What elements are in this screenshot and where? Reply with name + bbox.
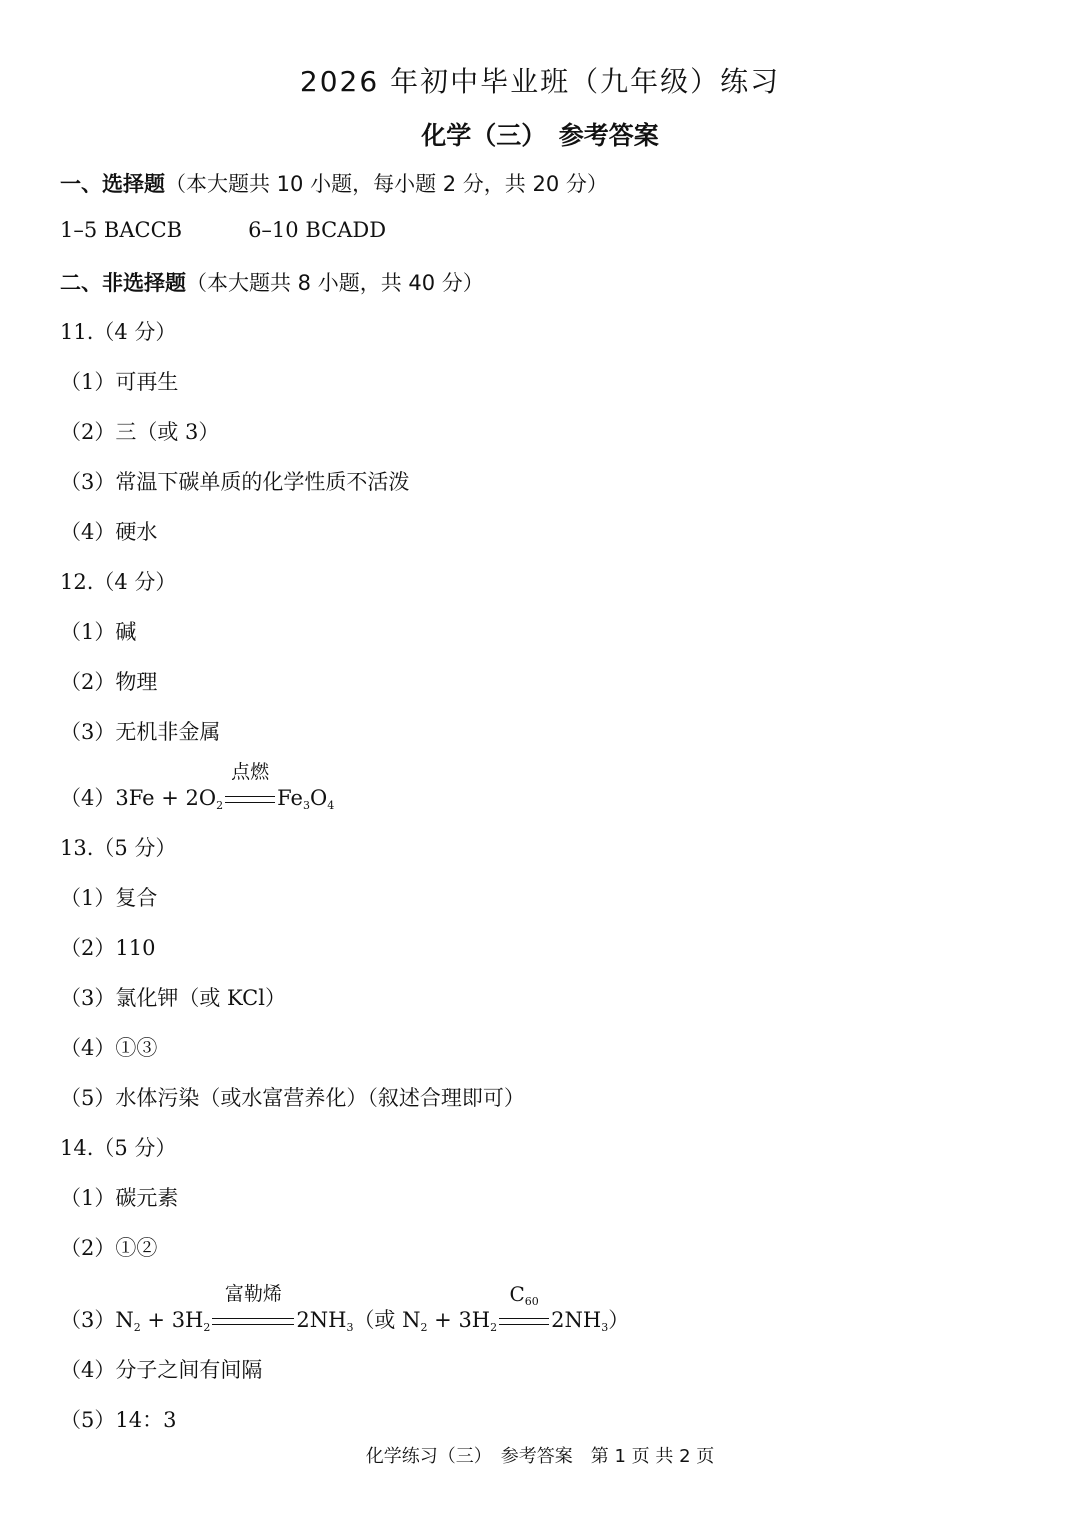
q11-answer-2: （2）三（或 3） xyxy=(60,420,220,444)
q12-answer-1: （1）碱 xyxy=(60,620,137,644)
q13-answer-1: （1）复合 xyxy=(60,886,158,910)
q11-answer-4: （4）硬水 xyxy=(60,520,158,544)
q14-answer-5: （5）14：3 xyxy=(60,1408,177,1432)
q12-answer-2: （2）物理 xyxy=(60,670,158,694)
q14-answer-3-equation: $(3)N_2 + 3H_2$ 富勒烯 $2NH_3$（或 $N_2 + 3H_2$ $C_{60}$ $2NH_3$） xyxy=(60,1282,630,1334)
section-1-heading xyxy=(60,168,608,198)
q11-answer-3: （3）常温下碳单质的化学性质不活泼 xyxy=(60,470,410,494)
q12-answer-4-equation: $(4)3Fe + 2O_2$ 点燃 $Fe_3O_4$ xyxy=(60,761,335,812)
q13-head: 13.（5 分） xyxy=(60,836,177,860)
section-1-note: （本大题共 10 小题，每小题 2 分，共 20 分） xyxy=(165,172,608,196)
q12-answer-3: （3）无机非金属 xyxy=(60,720,221,744)
q13-answer-3: （3）氯化钾（或 KCl） xyxy=(60,986,286,1010)
q13-answer-5: （5）水体污染（或水富营养化）（叙述合理即可） xyxy=(60,1086,525,1110)
reaction-arrow xyxy=(212,1283,294,1332)
section-1-title: 一、选择题 xyxy=(60,172,165,196)
q12-head: 12.（4 分） xyxy=(60,570,177,594)
answers-1-5: 1–5 BACCB xyxy=(60,218,183,242)
reaction-condition: 富勒烯 xyxy=(224,1283,282,1305)
page-footer: 化学练习（三） 参考答案 第 1 页 共 2 页 xyxy=(365,1446,715,1467)
reaction-condition-alt: $C_{60}$ xyxy=(509,1282,539,1308)
section-2-note: （本大题共 8 小题，共 40 分） xyxy=(186,271,484,295)
q14-head: 14.（5 分） xyxy=(60,1136,177,1160)
q13-answer-2: （2）110 xyxy=(60,936,156,960)
q11-head: 11.（4 分） xyxy=(60,320,177,344)
page-title: 2026 年初中毕业班（九年级）练习 xyxy=(299,65,781,98)
reaction-arrow-alt xyxy=(499,1282,549,1332)
answers-6-10: 6–10 BCADD xyxy=(248,218,387,242)
reaction-arrow xyxy=(225,761,275,810)
section-2-heading xyxy=(60,267,484,297)
reaction-condition: 点燃 xyxy=(231,761,270,783)
q14-answer-4: （4）分子之间有间隔 xyxy=(60,1358,263,1382)
q14-answer-2: （2）①② xyxy=(60,1236,158,1260)
q13-answer-4: （4）①③ xyxy=(60,1036,158,1060)
section-2-title: 二、非选择题 xyxy=(60,271,186,295)
page-subtitle: 化学（三） 参考答案 xyxy=(421,121,659,150)
section-1-answers xyxy=(60,218,386,242)
q14-answer-1: （1）碳元素 xyxy=(60,1186,179,1210)
q11-answer-1: （1）可再生 xyxy=(60,370,179,394)
